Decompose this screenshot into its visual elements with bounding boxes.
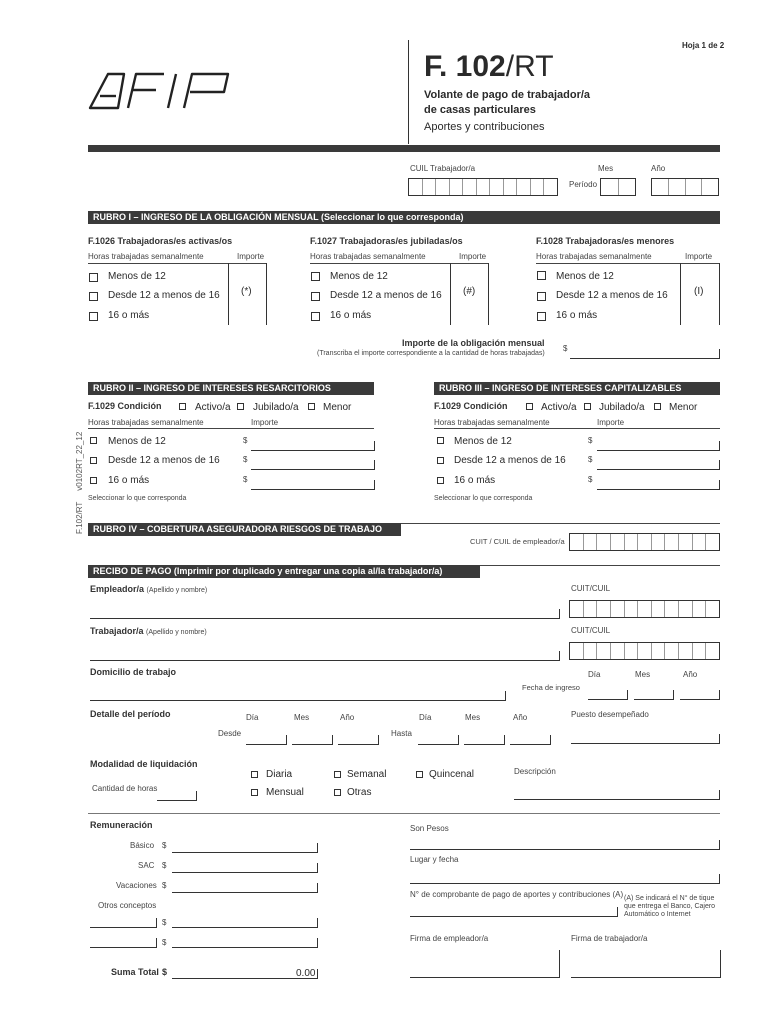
- form-subtitle-3: Aportes y contribuciones: [424, 121, 545, 133]
- rubro-2-opt1-label: Menos de 12: [108, 436, 166, 447]
- rubro-2-menor-label: Menor: [323, 402, 352, 413]
- cantidad-horas-input[interactable]: [157, 791, 197, 801]
- rubro-2-opt1-input[interactable]: [251, 441, 375, 451]
- suma-total-currency: $: [162, 967, 168, 977]
- basico-input[interactable]: [172, 843, 318, 853]
- remuneracion-separator: [88, 813, 720, 814]
- periodo-mes-input[interactable]: [600, 178, 636, 196]
- rubro-3-opt3-currency: $: [588, 475, 593, 484]
- rubro-3-importe-label: Importe: [597, 418, 625, 427]
- empleador-label-text: Empleador/a: [90, 584, 145, 594]
- domicilio-input[interactable]: [90, 691, 506, 701]
- rubro-1-col2-edge: [488, 263, 489, 325]
- rubro-1-col1-mark: (*): [241, 286, 252, 297]
- firma-empleador-label: Firma de empleador/a: [410, 934, 489, 943]
- rubro-2-note: Seleccionar lo que corresponda: [88, 495, 187, 502]
- hasta-mes-label: Mes: [465, 713, 481, 722]
- rubro-2-activo-checkbox[interactable]: [179, 403, 186, 410]
- rubro-1-col2-title: F.1027 Trabajadoras/es jubiladas/os: [310, 236, 463, 246]
- comprobante-input[interactable]: [410, 907, 618, 917]
- otros-1-input[interactable]: [172, 918, 318, 928]
- quincenal-checkbox[interactable]: [416, 771, 423, 778]
- rubro-2-importe-label: Importe: [251, 418, 279, 427]
- hasta-anio-label: Año: [513, 713, 528, 722]
- recibo-title: RECIBO DE PAGO (Imprimir por duplicado y entregar una copia al/la trabajador/a): [88, 565, 480, 578]
- rubro-1-col3-rule: [536, 263, 720, 264]
- rubro-2-rule: [88, 428, 374, 429]
- rubro-1-col3-importe: Importe: [685, 252, 713, 261]
- rubro-1-col1-horas: Horas trabajadas semanalmente: [88, 252, 204, 261]
- suma-total-label: Suma Total: [111, 967, 159, 977]
- trabajador-label: [90, 627, 207, 636]
- rubro-1-col1-opt1-label: Menos de 12: [108, 271, 166, 282]
- rubro-3-jubilado-checkbox[interactable]: [584, 403, 591, 410]
- otros-concepto-1-name[interactable]: [90, 918, 157, 928]
- rubro-1-col2-importe: Importe: [459, 252, 487, 261]
- obligacion-input[interactable]: [570, 349, 720, 359]
- ingreso-mes-label: Mes: [635, 670, 651, 679]
- empleador-input[interactable]: [90, 609, 560, 619]
- header-bar: [88, 145, 720, 152]
- vacaciones-input[interactable]: [172, 883, 318, 893]
- rubro-1-col2-opt3-label: 16 o más: [330, 310, 372, 321]
- afip-logo: [88, 70, 234, 110]
- quincenal-label: Quincenal: [429, 769, 475, 780]
- form-code: [424, 52, 554, 82]
- rubro-2-horas-label: Horas trabajadas semanalmente: [88, 418, 204, 427]
- rubro-1-col1-opt3-label: 16 o más: [108, 310, 150, 321]
- hasta-anio-input[interactable]: [510, 735, 551, 745]
- otros-1-currency: $: [162, 918, 167, 927]
- hasta-dia-label: Día: [419, 713, 432, 722]
- sac-label: SAC: [138, 861, 155, 870]
- lugar-fecha-input[interactable]: [410, 874, 720, 884]
- rubro-3-opt1-checkbox[interactable]: [437, 437, 444, 444]
- recibo-rule: [480, 565, 720, 566]
- rubro-2-opt3-currency: $: [243, 475, 248, 484]
- rubro-2-menor-checkbox[interactable]: [308, 403, 315, 410]
- rubro-1-col3-opt3-label: 16 o más: [556, 310, 598, 321]
- rubro-3-opt1-currency: $: [588, 436, 593, 445]
- obligacion-note: (Transcriba el importe correspondiente a la cantidad de horas trabajadas): [317, 350, 545, 357]
- rubro-1-col3-title: F.1028 Trabajadoras/es menores: [536, 236, 675, 246]
- vacaciones-label: Vacaciones: [116, 881, 157, 890]
- nota-a-line2: que entrega el Banco, Cajero: [624, 903, 716, 910]
- rubro-3-note: Seleccionar lo que corresponda: [434, 495, 533, 502]
- periodo-label: Período: [569, 180, 598, 189]
- rubro-3-opt2-input[interactable]: [597, 460, 720, 470]
- rubro-2-opt1-currency: $: [243, 436, 248, 445]
- remuneracion-label: Remuneración: [90, 820, 153, 830]
- sac-currency: $: [162, 861, 167, 870]
- basico-currency: $: [162, 841, 167, 850]
- rubro-2-cond-label: F.1029 Condición: [88, 401, 162, 411]
- header-divider: [408, 40, 409, 144]
- otros-2-currency: $: [162, 938, 167, 947]
- obligacion-label: Importe de la obligación mensual: [402, 338, 545, 348]
- rubro-3-opt3-checkbox[interactable]: [437, 477, 444, 484]
- rubro-3-opt3-input[interactable]: [597, 480, 720, 490]
- rubro-1-col3-opt1-checkbox[interactable]: [537, 271, 546, 280]
- empleador-cuit-label: CUIT/CUIL: [571, 584, 611, 593]
- rubro-4-title: RUBRO IV – COBERTURA ASEGURADORA RIESGOS DE TRABAJO: [88, 523, 401, 536]
- rubro-1-col1-opt2-checkbox[interactable]: [89, 292, 98, 301]
- son-pesos-input[interactable]: [410, 840, 720, 850]
- lugar-fecha-label: Lugar y fecha: [410, 855, 459, 864]
- rubro-1-col1-opt1-checkbox[interactable]: [89, 273, 98, 282]
- otras-checkbox[interactable]: [334, 789, 341, 796]
- side-version-code: F.102/RT v0102RT_22_12: [75, 431, 84, 534]
- anio-label: Año: [651, 164, 666, 173]
- ingreso-anio-label: Año: [683, 670, 698, 679]
- rubro-4-rule: [401, 523, 720, 524]
- rubro-3-opt1-input[interactable]: [597, 441, 720, 451]
- rubro-2-title: RUBRO II – INGRESO DE INTERESES RESARCITORIOS: [88, 382, 374, 395]
- rubro-1-col3-horas: Horas trabajadas semanalmente: [536, 252, 652, 261]
- diaria-label: Diaria: [266, 769, 293, 780]
- rubro-1-col3-opt2-label: Desde 12 a menos de 16: [556, 290, 668, 301]
- rubro-1-col2-opt1-checkbox[interactable]: [311, 272, 320, 281]
- rubro-3-jubilado-label: Jubilado/a: [599, 402, 645, 413]
- mensual-label: Mensual: [266, 787, 304, 798]
- firma-trabajador-label: Firma de trabajador/a: [571, 934, 648, 943]
- otros-2-input[interactable]: [172, 938, 318, 948]
- rubro-1-col2-opt2-label: Desde 12 a menos de 16: [330, 290, 442, 301]
- rubro-1-col2-horas: Horas trabajadas semanalmente: [310, 252, 426, 261]
- rubro-1-col2-mark: (#): [463, 286, 476, 297]
- rubro-2-opt3-input[interactable]: [251, 480, 375, 490]
- rubro-1-col1-title: F.1026 Trabajadoras/es activas/os: [88, 236, 233, 246]
- rubro-1-col2-divider: [450, 263, 451, 325]
- rubro-3-menor-label: Menor: [669, 402, 698, 413]
- ingreso-dia-input[interactable]: [588, 690, 628, 700]
- fecha-ingreso-label: Fecha de ingreso: [522, 683, 580, 692]
- nota-a-line1: (A) Se indicará el N° de tique: [624, 895, 715, 902]
- rubro-3-opt2-currency: $: [588, 455, 593, 464]
- rubro-2-activo-label: Activo/a: [195, 402, 231, 413]
- otros-conceptos-label: Otros conceptos: [98, 901, 157, 910]
- empleador-label-hint: (Apellido y nombre): [146, 587, 208, 594]
- rubro-2-opt2-checkbox[interactable]: [90, 457, 97, 464]
- rubro-1-col2-opt3-checkbox[interactable]: [311, 312, 320, 321]
- rubro-1-col3-divider: [680, 263, 681, 325]
- empleador-label: [90, 585, 207, 594]
- rubro-3-opt2-label: Desde 12 a menos de 16: [454, 455, 566, 466]
- rubro-3-title: RUBRO III – INGRESO DE INTERESES CAPITALIZABLES: [434, 382, 720, 395]
- puesto-label: Puesto desempeñado: [571, 710, 649, 719]
- rubro-1-col1-importe: Importe: [237, 252, 265, 261]
- mes-label: Mes: [598, 164, 614, 173]
- son-pesos-label: Son Pesos: [410, 824, 449, 833]
- nota-a-line3: Automático o Internet: [624, 911, 691, 918]
- rubro-1-col2-opt1-label: Menos de 12: [330, 271, 388, 282]
- rubro-3-activo-label: Activo/a: [541, 402, 577, 413]
- rubro-1-col3-opt1-label: Menos de 12: [556, 271, 614, 282]
- form-code-suffix: /RT: [505, 50, 554, 83]
- sac-input[interactable]: [172, 863, 318, 873]
- rubro-2-opt3-checkbox[interactable]: [90, 477, 97, 484]
- ingreso-anio-input[interactable]: [680, 690, 720, 700]
- rubro-1-title: RUBRO I – INGRESO DE LA OBLIGACIÓN MENSUAL (Seleccionar lo que corresponda): [88, 211, 720, 224]
- rubro-1-col3-opt2-checkbox[interactable]: [537, 292, 546, 301]
- hasta-mes-input[interactable]: [464, 735, 505, 745]
- trabajador-cuit-input[interactable]: [569, 642, 720, 660]
- sheet-number: Hoja 1 de 2: [682, 41, 725, 50]
- rubro-3-opt3-label: 16 o más: [454, 475, 496, 486]
- descripcion-input[interactable]: [514, 790, 720, 800]
- rubro-1-col3-edge: [719, 263, 720, 325]
- hasta-label: Hasta: [391, 729, 412, 738]
- rubro-1-col2-rule: [310, 263, 488, 264]
- basico-label: Básico: [130, 841, 155, 850]
- rubro-1-col1-divider: [228, 263, 229, 325]
- rubro-2-opt1-checkbox[interactable]: [90, 437, 97, 444]
- desde-label: Desde: [218, 729, 242, 738]
- otros-concepto-2-name[interactable]: [90, 938, 157, 948]
- desde-mes-label: Mes: [294, 713, 310, 722]
- rubro-1-col1-edge: [266, 263, 267, 325]
- trabajador-label-hint: (Apellido y nombre): [146, 629, 207, 636]
- rubro-3-rule: [434, 428, 720, 429]
- rubro-3-opt1-label: Menos de 12: [454, 436, 512, 447]
- rubro-2-jubilado-label: Jubilado/a: [253, 402, 299, 413]
- rubro-3-opt2-checkbox[interactable]: [437, 457, 444, 464]
- ingreso-dia-label: Día: [588, 670, 601, 679]
- rubro-3-menor-checkbox[interactable]: [654, 403, 661, 410]
- rubro-3-horas-label: Horas trabajadas semanalmente: [434, 418, 550, 427]
- rubro-3-activo-checkbox[interactable]: [526, 403, 533, 410]
- rubro-2-opt2-currency: $: [243, 455, 248, 464]
- modalidad-label: Modalidad de liquidación: [90, 759, 198, 769]
- desde-anio-input[interactable]: [338, 735, 379, 745]
- firma-trabajador-box[interactable]: [571, 950, 721, 978]
- rubro-1-col2-opt2-checkbox[interactable]: [311, 292, 320, 301]
- puesto-input[interactable]: [571, 734, 720, 744]
- form-subtitle-1: Volante de pago de trabajador/a: [424, 89, 591, 101]
- rubro-2-jubilado-checkbox[interactable]: [237, 403, 244, 410]
- afip-logo-icon: [88, 70, 234, 110]
- rubro-3-cond-label: F.1029 Condición: [434, 401, 508, 411]
- rubro-2-opt3-label: 16 o más: [108, 475, 150, 486]
- rubro-4-cuit-input[interactable]: [569, 533, 720, 551]
- rubro-1-col1-opt2-label: Desde 12 a menos de 16: [108, 290, 220, 301]
- rubro-1-col1-rule: [88, 263, 266, 264]
- cuil-label: CUIL Trabajador/a: [410, 164, 476, 173]
- otras-label: Otras: [347, 787, 372, 798]
- hasta-dia-input[interactable]: [418, 735, 459, 745]
- domicilio-label: Domicilio de trabajo: [90, 667, 177, 677]
- descripcion-label: Descripción: [514, 767, 556, 776]
- rubro-2-opt2-input[interactable]: [251, 460, 375, 470]
- desde-dia-input[interactable]: [246, 735, 287, 745]
- mensual-checkbox[interactable]: [251, 789, 258, 796]
- desde-dia-label: Día: [246, 713, 259, 722]
- cuil-input[interactable]: [408, 178, 558, 196]
- trabajador-label-text: Trabajador/a: [90, 626, 144, 636]
- ingreso-mes-input[interactable]: [634, 690, 674, 700]
- trabajador-input[interactable]: [90, 651, 560, 661]
- rubro-2-opt2-label: Desde 12 a menos de 16: [108, 455, 220, 466]
- desde-mes-input[interactable]: [292, 735, 333, 745]
- form-subtitle-2: de casas particulares: [424, 104, 536, 116]
- obligacion-currency: $: [563, 344, 568, 353]
- desde-anio-label: Año: [340, 713, 355, 722]
- form-code-number: F. 102: [424, 50, 506, 83]
- rubro-1-col1-opt3-checkbox[interactable]: [89, 312, 98, 321]
- rubro-1-col3-mark: (I): [694, 286, 704, 297]
- firma-empleador-box[interactable]: [410, 950, 560, 978]
- detalle-label: Detalle del período: [90, 709, 171, 719]
- empleador-cuit-input[interactable]: [569, 600, 720, 618]
- diaria-checkbox[interactable]: [251, 771, 258, 778]
- cantidad-horas-label: Cantidad de horas: [92, 784, 158, 793]
- semanal-checkbox[interactable]: [334, 771, 341, 778]
- comprobante-label: N° de comprobante de pago de aportes y contribuciones (A): [410, 890, 624, 899]
- rubro-4-cuit-label: CUIT / CUIL de empleador/a: [470, 537, 565, 546]
- semanal-label: Semanal: [347, 769, 387, 780]
- periodo-anio-input[interactable]: [651, 178, 719, 196]
- suma-total-value: 0.00: [296, 968, 316, 979]
- rubro-1-col3-opt3-checkbox[interactable]: [537, 312, 546, 321]
- trabajador-cuit-label: CUIT/CUIL: [571, 626, 611, 635]
- vacaciones-currency: $: [162, 881, 167, 890]
